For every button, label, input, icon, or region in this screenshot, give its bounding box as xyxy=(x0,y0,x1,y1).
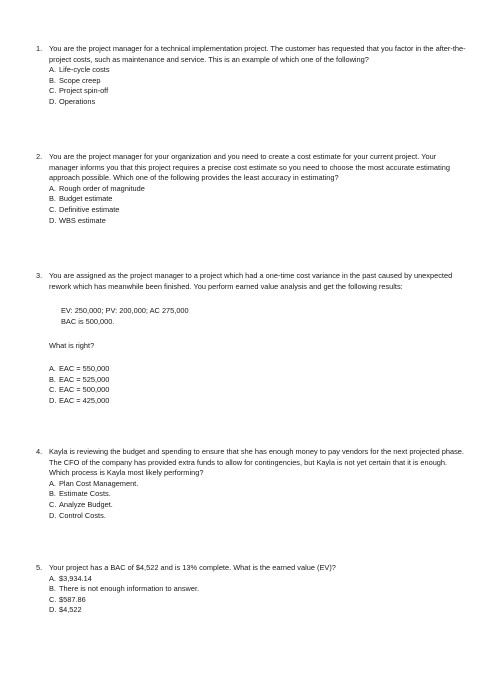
option-c xyxy=(49,385,466,396)
option-d xyxy=(49,97,466,108)
question-4 xyxy=(36,447,466,521)
option-d xyxy=(49,605,466,616)
option-letter: D. xyxy=(49,605,57,615)
option-letter: C. xyxy=(49,499,57,509)
option-letter: B. xyxy=(49,194,56,204)
question-prompt: What is right? xyxy=(49,341,95,351)
question-1 xyxy=(36,44,466,108)
option-a xyxy=(49,184,466,195)
option-text: Control Costs. xyxy=(59,510,106,520)
option-text: Definitive estimate xyxy=(59,204,120,214)
option-b xyxy=(49,375,466,386)
question-number: 3. xyxy=(36,271,43,280)
option-text: EAC = 550,000 xyxy=(59,363,110,373)
option-letter: D. xyxy=(49,96,57,106)
given-values: EV: 250,000; PV: 200,000; AC 275,000 xyxy=(61,306,189,316)
option-d xyxy=(49,216,466,227)
option-d xyxy=(49,396,466,407)
given-bac: BAC is 500,000. xyxy=(61,316,115,326)
question-text: Your project has a BAC of $4,522 and is 13% complete. What is the earned value (EV)? xyxy=(49,563,336,572)
option-letter: A. xyxy=(49,183,56,193)
option-text: $3,934.14 xyxy=(59,573,92,583)
option-text: Budget estimate xyxy=(59,194,113,204)
option-a xyxy=(49,65,466,76)
question-3 xyxy=(36,271,466,406)
option-letter: A. xyxy=(49,65,56,75)
answer-options xyxy=(49,479,466,521)
option-letter: B. xyxy=(49,584,56,594)
option-b xyxy=(49,194,466,205)
option-d xyxy=(49,511,466,522)
option-letter: B. xyxy=(49,489,56,499)
question-text: You are the project manager for your organization and you need to create a cost estimate for your current project. Your manager informs you that this project requires a precise cost estimate so you need to choose the most accurate estimating approach possible. Which one of the following provides the least accuracy in estimating? xyxy=(49,152,450,183)
option-letter: C. xyxy=(49,86,57,96)
option-text: Analyze Budget. xyxy=(59,499,113,509)
question-text: You are assigned as the project manager to a project which had a one-time cost variance in the past caused by unexpected rework which has meanwhile been finished. You perform earned value analysis and get the following results: xyxy=(49,271,453,291)
option-text: $4,522 xyxy=(59,605,82,615)
option-text: EAC = 500,000 xyxy=(59,385,110,395)
option-a xyxy=(49,364,466,375)
question-2 xyxy=(36,152,466,226)
question-5 xyxy=(36,563,466,616)
question-number: 2. xyxy=(36,152,43,161)
option-text: EAC = 425,000 xyxy=(59,395,110,405)
option-letter: C. xyxy=(49,385,57,395)
option-text: $587.86 xyxy=(59,594,86,604)
option-text: There is not enough information to answer. xyxy=(59,584,200,594)
option-letter: D. xyxy=(49,510,57,520)
option-letter: A. xyxy=(49,573,56,583)
option-letter: C. xyxy=(49,204,57,214)
option-letter: B. xyxy=(49,374,56,384)
question-number: 1. xyxy=(36,44,43,53)
option-letter: B. xyxy=(49,75,56,85)
option-letter: C. xyxy=(49,594,57,604)
option-letter: A. xyxy=(49,478,56,488)
option-text: Project spin-off xyxy=(59,86,109,96)
option-text: Rough order of magnitude xyxy=(59,183,145,193)
option-text: Operations xyxy=(59,96,96,106)
option-text: EAC = 525,000 xyxy=(59,374,110,384)
option-letter: D. xyxy=(49,395,57,405)
option-text: WBS estimate xyxy=(59,215,106,225)
question-text: Kayla is reviewing the budget and spending to ensure that she has enough money to pay vendors for the next projected phase. The CFO of the company has provided extra funds to allow for contingencies, but Kayla is not yet certain that it is enough. Which process is Kayla most likely performing? xyxy=(49,447,464,478)
option-text: Plan Cost Management. xyxy=(59,478,139,488)
option-c xyxy=(49,86,466,97)
question-number: 5. xyxy=(36,563,43,572)
option-text: Estimate Costs. xyxy=(59,489,111,499)
option-b xyxy=(49,584,466,595)
answer-options xyxy=(49,364,466,406)
option-c xyxy=(49,205,466,216)
option-b xyxy=(49,76,466,87)
option-c xyxy=(49,595,466,606)
question-number: 4. xyxy=(36,447,43,456)
option-a xyxy=(49,479,466,490)
option-text: Life-cycle costs xyxy=(59,65,110,75)
option-letter: A. xyxy=(49,363,56,373)
option-a xyxy=(49,574,466,585)
answer-options xyxy=(49,184,466,226)
answer-options xyxy=(49,574,466,616)
option-c xyxy=(49,500,466,511)
option-text: Scope creep xyxy=(59,75,101,85)
question-text: You are the project manager for a technical implementation project. The customer has requested that you factor in the after-the-project costs, such as maintenance and service. This is an example of which one of the following? xyxy=(49,44,466,64)
answer-options xyxy=(49,65,466,107)
option-letter: D. xyxy=(49,215,57,225)
option-b xyxy=(49,489,466,500)
